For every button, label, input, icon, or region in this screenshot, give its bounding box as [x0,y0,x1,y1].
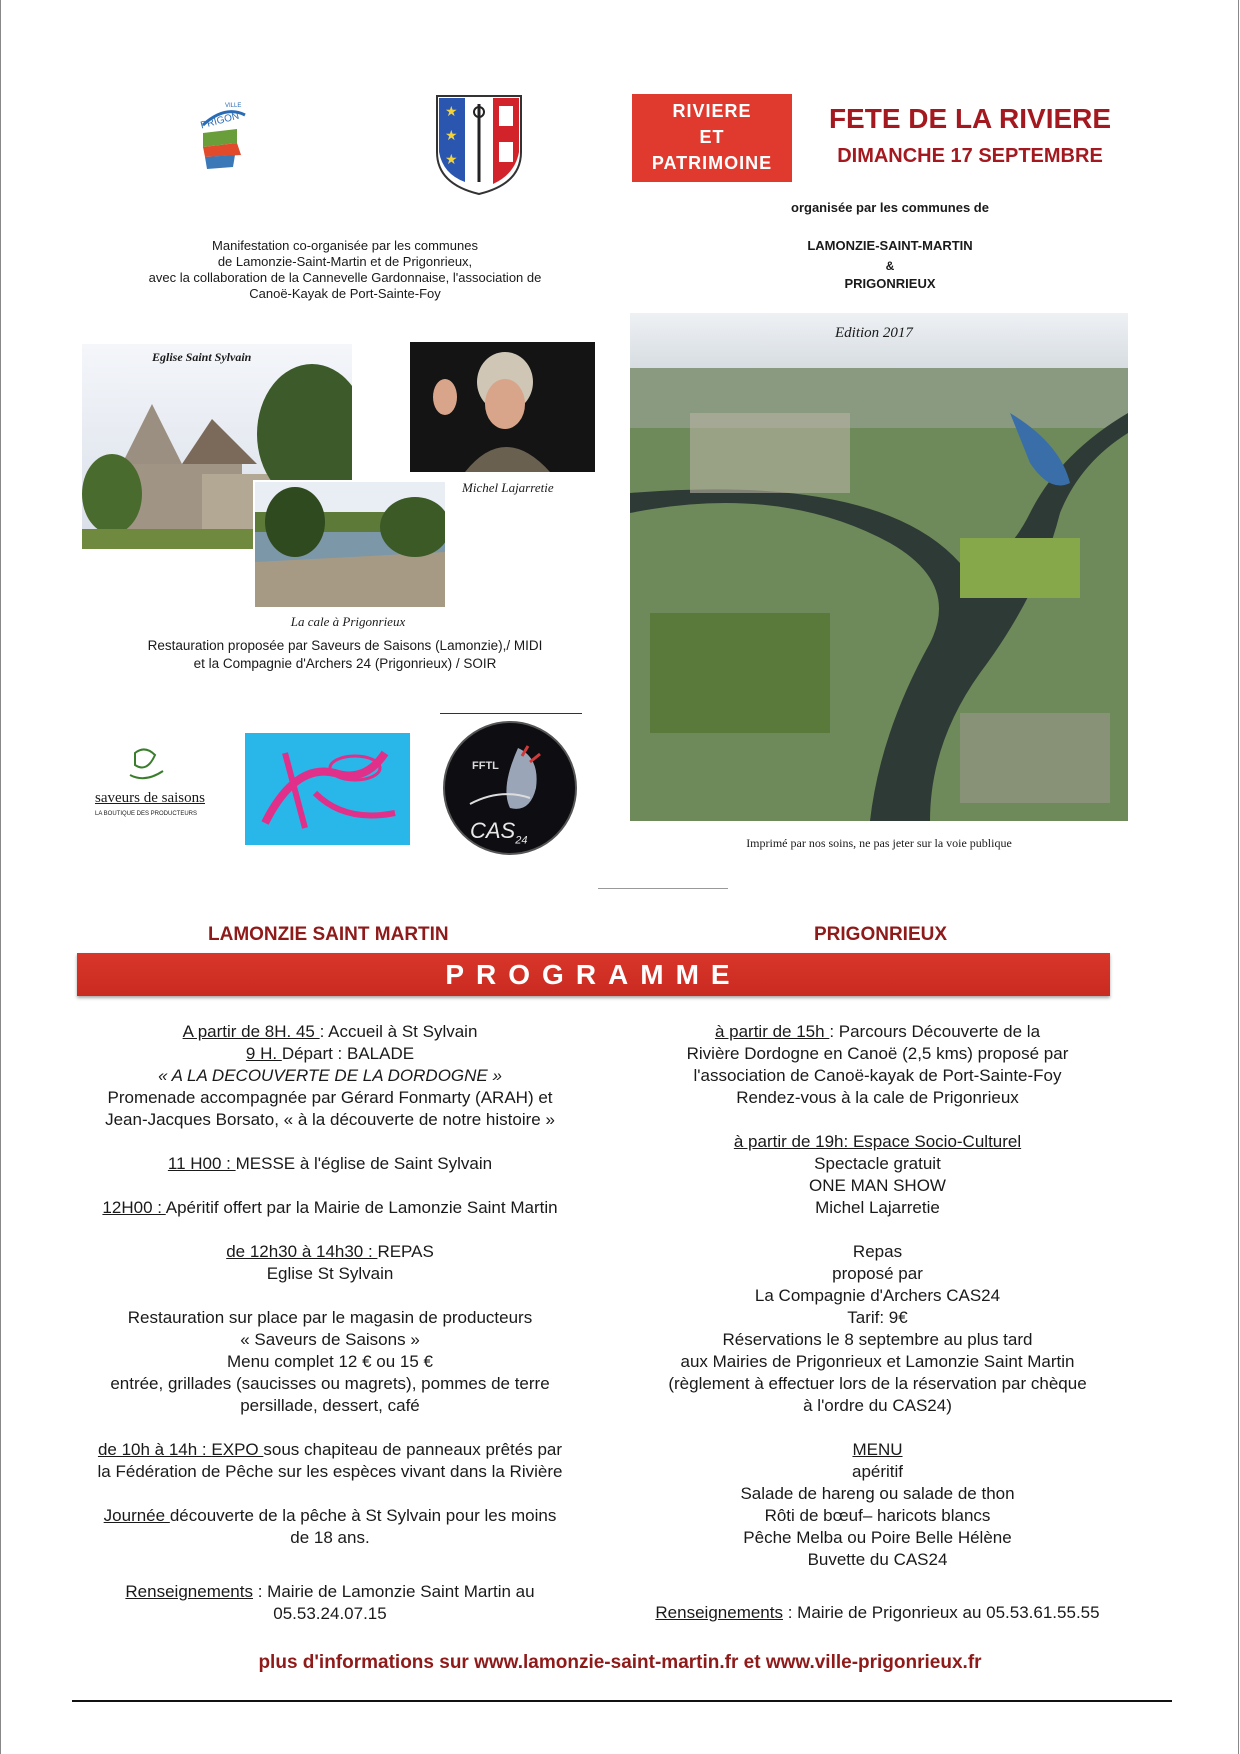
riviere-patrimoine-badge [632,94,792,182]
right-repas-line-4: Tarif: 9€ [847,1308,908,1327]
right-menu-item-1: apéritif [851,1462,904,1481]
right-item-canoe [620,1021,1135,1043]
right-menu-item-5: Buvette du CAS24 [807,1550,948,1569]
right-text-canoe: : Parcours Découverte de la [829,1022,1041,1041]
intro-line-3: avec la collaboration de la Cannevelle Gardonnaise, l'association de [148,270,542,285]
aerial-edition-label: Edition 2017 [835,325,913,341]
divider-short [440,713,582,714]
right-program-heading: PRIGONRIEUX [814,924,948,945]
intro-text [100,238,590,302]
right-menu-item-4: Pêche Melba ou Poire Belle Hélène [743,1528,1012,1547]
coat-of-arms-logo [433,92,525,197]
left-renseignements-text: : Mairie de Lamonzie Saint Martin au [252,1582,535,1601]
left-restauration-line-4: entrée, grillades (saucisses ou magrets), pommes de terre [110,1374,550,1393]
commune-1: LAMONZIE-SAINT-MARTIN [807,238,973,253]
left-expo-label: EXPO [211,1440,264,1459]
left-item-messe [70,1153,590,1175]
restauration-line-2: et la Compagnie d'Archers 24 (Prigonrieux) / SOIR [193,656,497,671]
left-program-column [70,1021,590,1625]
badge-line-2: ET [699,127,725,147]
prigonrieux-logo [195,95,250,175]
left-text-depart: Départ : BALADE [281,1044,415,1063]
right-program-column [620,1021,1135,1624]
programme-banner [77,953,1110,996]
left-time-expo: de 10h à 14h : [97,1440,212,1459]
right-time-canoe: à partir de 15h [714,1022,830,1041]
cas24-logo [440,718,580,858]
footer-rule [72,1700,1172,1702]
canoe-kayak-logo [245,733,410,845]
cale-photo [253,480,447,609]
badge-line-1: RIVIERE [672,101,752,121]
right-repas-line-5: Réservations le 8 septembre au plus tard [722,1330,1033,1349]
left-item-depart [70,1043,590,1065]
divider-faint [598,888,728,889]
right-repas-line-2: proposé par [832,1264,923,1283]
left-expo-line-2: la Fédération de Pêche sur les espèces vivant dans la Rivière [97,1462,563,1481]
right-repas-line-7: (règlement à effectuer lors de la réservation par chèque [668,1374,1087,1393]
left-text-repas: REPAS [377,1242,434,1261]
left-time-aperitif: 12H00 : [102,1198,166,1217]
left-peche-line-2: de 18 ans. [290,1528,370,1547]
prigon-small-text: VILLE [225,103,242,109]
cas24-name-text: CAS [470,818,516,843]
event-date: DIMANCHE 17 SEPTEMBRE [837,145,1103,167]
left-restauration-line-2: « Saveurs de Saisons » [240,1330,420,1349]
right-spectacle-line-2: Spectacle gratuit [814,1154,941,1173]
right-menu-title: MENU [852,1440,903,1459]
performer-caption: Michel Lajarretie [462,480,554,495]
right-canoe-line-2: Rivière Dordogne en Canoë (2,5 kms) proposé par [686,1044,1069,1063]
aerial-photo [630,313,1128,821]
left-item-expo [70,1439,590,1461]
left-time-peche: Journée [103,1506,170,1525]
left-text-aperitif: Apéritif offert par la Mairie de Lamonzie Saint Martin [165,1198,558,1217]
right-spectacle-line-3: ONE MAN SHOW [809,1176,946,1195]
left-time-messe: 11 H00 : [167,1154,236,1173]
intro-line-2: de Lamonzie-Saint-Martin et de Prigonrieux, [217,254,473,269]
left-item-peche [70,1505,590,1527]
left-balade-line-2: Jean-Jacques Borsato, « à la découverte de notre histoire » [105,1110,555,1129]
restauration-line-1: Restauration proposée par Saveurs de Saisons (Lamonzie),/ MIDI [147,638,543,653]
left-item-repas [70,1241,590,1263]
left-item-accueil [70,1021,590,1043]
cale-caption: La cale à Prigonrieux [290,614,406,629]
aerial-caption: Imprimé par nos soins, ne pas jeter sur la voie publique [746,836,1012,850]
page-border-right [1238,0,1239,1754]
cas24-top-text: FFTL [472,760,499,772]
right-renseignements-label: Renseignements [655,1603,783,1622]
left-repas-place: Eglise St Sylvain [266,1264,394,1283]
badge-line-3: PATRIMOINE [651,153,773,173]
left-balade-line-1: Promenade accompagnée par Gérard Fonmarty (ARAH) et [107,1088,553,1107]
prigon-name-text: PRIGON [199,110,241,132]
commune-2: PRIGONRIEUX [844,276,936,291]
left-time-repas: de 12h30 à 14h30 : [226,1242,378,1261]
right-item-renseignements [620,1602,1135,1624]
right-renseignements-text: : Mairie de Prigonrieux au 05.53.61.55.55 [782,1603,1100,1622]
left-time-depart: 9 H. [245,1044,282,1063]
saveurs-logo [95,745,205,835]
saveurs-tag: LA BOUTIQUE DES PRODUCTEURS [95,811,198,817]
cas24-number: 24 [515,834,528,847]
intro-line-1: Manifestation co-organisée par les communes [212,238,478,253]
page-border-left [0,0,1,1754]
right-text-spectacle: : Espace Socio-Culturel [843,1132,1022,1151]
restauration-note [100,637,590,673]
left-item-aperitif [70,1197,590,1219]
right-item-spectacle [620,1131,1135,1153]
right-repas-line-3: La Compagnie d'Archers CAS24 [754,1286,1001,1305]
left-renseignements-label: Renseignements [125,1582,253,1601]
left-text-messe: MESSE à l'église de Saint Sylvain [235,1154,493,1173]
ampersand: & [885,259,895,273]
left-text-accueil: : Accueil à St Sylvain [319,1022,478,1041]
svg-text:★: ★ [445,127,458,143]
footer-info: plus d'informations sur www.lamonzie-saint-martin.fr et www.ville-prigonrieux.fr [258,1652,982,1673]
right-repas-line-8: à l'ordre du CAS24) [803,1396,952,1415]
left-renseignements-phone: 05.53.24.07.15 [273,1604,387,1623]
cas24-name [470,818,528,846]
church-label: Eglise Saint Sylvain [152,350,252,364]
left-text-peche: découverte de la pêche à St Sylvain pour les moins [169,1506,557,1525]
saveurs-name: saveurs de saisons [95,790,205,806]
organised-by: organisée par les communes de [791,200,989,215]
left-balade-title: « A LA DECOUVERTE DE LA DORDOGNE » [158,1066,502,1085]
right-menu-item-2: Salade de hareng ou salade de thon [740,1484,1015,1503]
right-time-spectacle: à partir de 19h [733,1132,844,1151]
left-restauration-line-3: Menu complet 12 € ou 15 € [226,1352,434,1371]
right-menu-item-3: Rôti de bœuf– haricots blancs [764,1506,991,1525]
performer-photo [410,342,595,472]
left-restauration-line-5: persillade, dessert, café [240,1396,420,1415]
programme-banner-text: PROGRAMME [445,959,742,990]
right-repas-line-6: aux Mairies de Prigonrieux et Lamonzie Saint Martin [680,1352,1075,1371]
left-time-accueil: A partir de 8H. 45 [182,1022,320,1041]
svg-text:★: ★ [445,103,458,119]
left-item-renseignements [70,1581,590,1603]
right-canoe-line-4: Rendez-vous à la cale de Prigonrieux [736,1088,1019,1107]
left-text-expo: sous chapiteau de panneaux prêtés par [263,1440,563,1459]
right-repas-line-1: Repas [852,1242,903,1261]
left-program-heading: LAMONZIE SAINT MARTIN [208,924,449,945]
right-spectacle-line-4: Michel Lajarretie [815,1198,940,1217]
svg-text:★: ★ [445,151,458,167]
left-restauration-line-1: Restauration sur place par le magasin de producteurs [127,1308,533,1327]
event-title: FETE DE LA RIVIERE [828,103,1112,134]
right-canoe-line-3: l'association de Canoë-kayak de Port-Sainte-Foy [693,1066,1062,1085]
intro-line-4: Canoë-Kayak de Port-Sainte-Foy [249,286,441,301]
